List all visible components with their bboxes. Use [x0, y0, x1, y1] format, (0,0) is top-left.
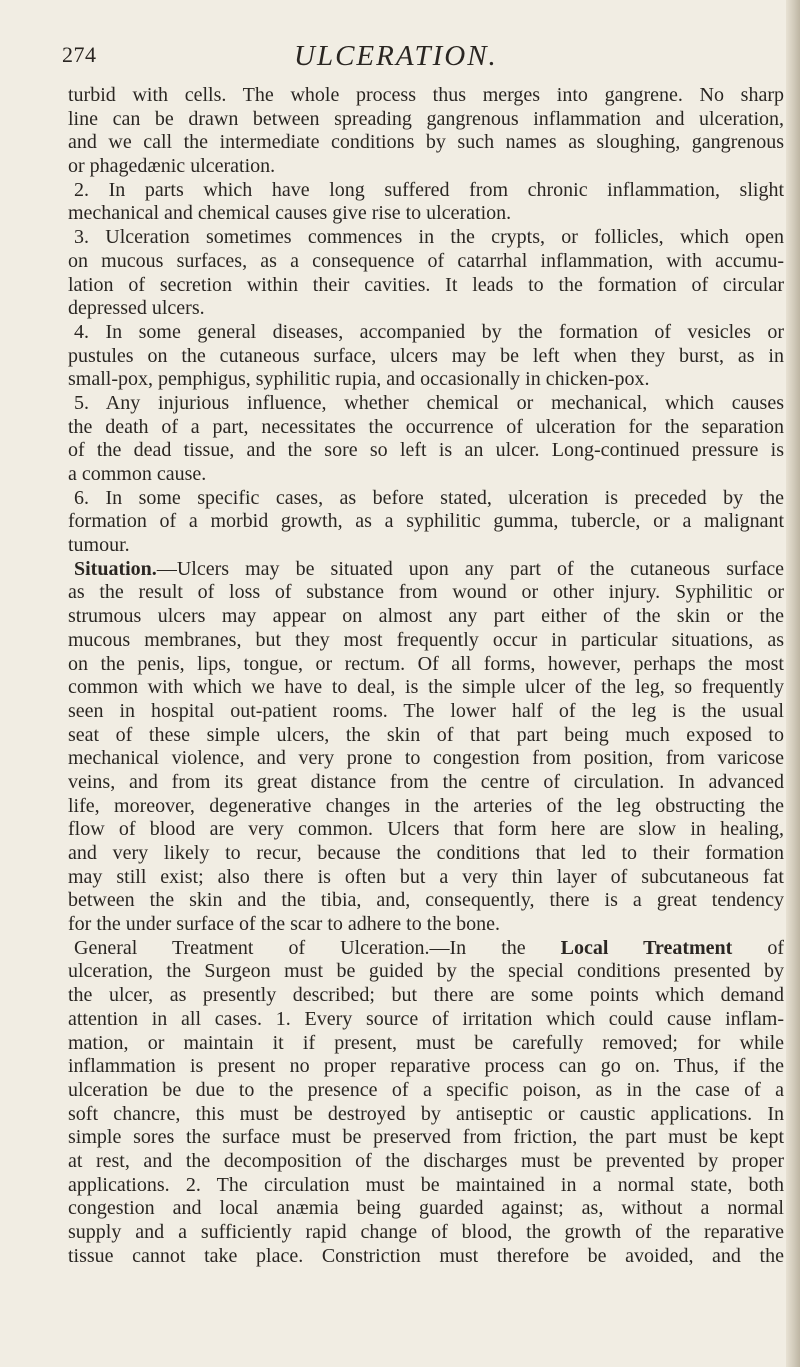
text-line — [68, 889, 784, 913]
text-line — [68, 747, 784, 771]
text-line — [68, 866, 784, 890]
line-text: 2. In parts which have long suffered from chronic inflammation, slight — [74, 178, 784, 201]
line-text: for the under surface of the scar to adhere to the bone. — [68, 913, 501, 936]
line-text: General Treatment of Ulceration.—In the — [74, 936, 561, 959]
line-text: and very likely to recur, because the conditions that led to their formation — [68, 842, 784, 864]
line-text: on the penis, lips, tongue, or rectum. Of all forms, however, perhaps the most — [68, 652, 784, 675]
text-line — [68, 416, 784, 440]
text-line — [68, 700, 784, 724]
page-edge-shadow — [786, 0, 800, 1367]
line-text: of the dead tissue, and the sore so left is an ulcer. Long-continued pressure is — [68, 439, 784, 462]
text-line — [68, 605, 784, 629]
line-text: 3. Ulceration sometimes commences in the crypts, or follicles, which open — [74, 226, 784, 249]
text-line — [68, 274, 784, 298]
line-text: supply and a sufficiently rapid change of blood, the growth of the reparative — [68, 1221, 784, 1243]
text-line — [68, 487, 784, 511]
text-line — [68, 250, 784, 274]
text-line — [68, 984, 784, 1008]
line-text: veins, and from its great distance from the centre of circulation. In advanced — [68, 770, 784, 793]
page-header — [62, 42, 762, 78]
line-text: at rest, and the decomposition of the discharges must be prevented by proper — [68, 1149, 784, 1172]
line-text: —Ulcers may be situated upon any part of the cutaneous surface — [156, 557, 784, 580]
line-text: may still exist; also there is often but a very thin layer of subcutaneous fat — [68, 865, 784, 888]
text-line — [68, 1221, 784, 1245]
line-text: pustules on the cutaneous surface, ulcers may be left when they burst, as in — [68, 344, 784, 367]
line-text: the ulcer, as presently described; but there are some points which demand — [68, 984, 784, 1007]
text-line — [68, 510, 784, 534]
text-line — [68, 818, 784, 842]
line-text: inflammation is present no proper reparative process can go on. Thus, if the — [68, 1055, 784, 1078]
text-line — [68, 558, 784, 582]
line-text: of — [732, 936, 784, 959]
line-text: or phagedænic ulceration. — [68, 155, 276, 178]
text-line — [68, 1197, 784, 1221]
text-line — [68, 724, 784, 748]
text-line — [68, 795, 784, 819]
text-line — [68, 937, 784, 961]
line-text: on mucous surfaces, as a consequence of catarrhal inflammation, with accumu- — [68, 249, 784, 272]
text-line — [68, 368, 784, 392]
running-head: ULCERATION. — [294, 40, 498, 72]
text-line — [68, 1079, 784, 1103]
line-text: formation of a morbid growth, as a syphilitic gumma, tubercle, or a malignant — [68, 510, 784, 533]
text-line — [68, 581, 784, 605]
text-line — [68, 155, 784, 179]
line-text: as the result of loss of substance from wound or other injury. Syphilitic or — [68, 581, 784, 604]
text-line — [68, 392, 784, 416]
line-text: life, moreover, degenerative changes in the arteries of the leg obstructing the — [68, 794, 784, 817]
text-line — [68, 1032, 784, 1056]
text-line — [68, 1126, 784, 1150]
line-text: and we call the intermediate conditions by such names as sloughing, gangrenous — [68, 131, 784, 154]
text-line — [68, 653, 784, 677]
text-line — [68, 321, 784, 345]
line-text: strumous ulcers may appear on almost any part either of the skin or the — [68, 605, 784, 628]
line-text: turbid with cells. The whole process thus merges into gangrene. No sharp — [68, 84, 784, 106]
line-text: applications. 2. The circulation must be maintained in a normal state, both — [68, 1173, 784, 1196]
body-text — [68, 84, 784, 1268]
run-in-heading: Situation. — [74, 557, 157, 580]
page-number: 274 — [62, 42, 97, 67]
text-line — [68, 439, 784, 463]
text-line — [68, 297, 784, 321]
line-text: 6. In some specific cases, as before stated, ulceration is preceded by the — [74, 486, 784, 509]
text-line — [68, 1103, 784, 1127]
line-text: mation, or maintain it if present, must be carefully removed; for while — [68, 1031, 784, 1054]
line-text: simple sores the surface must be preserved from friction, the part must be kept — [68, 1126, 784, 1149]
text-line — [68, 179, 784, 203]
text-line — [68, 1150, 784, 1174]
text-line — [68, 534, 784, 558]
text-line — [68, 960, 784, 984]
text-line — [68, 629, 784, 653]
line-text: congestion and local anæmia being guarded against; as, without a normal — [68, 1197, 784, 1220]
line-text: depressed ulcers. — [68, 297, 205, 320]
text-line — [68, 1174, 784, 1198]
line-text: a common cause. — [68, 463, 207, 485]
text-line — [68, 131, 784, 155]
line-text: common with which we have to deal, is the simple ulcer of the leg, so frequently — [68, 676, 784, 699]
line-text: flow of blood are very common. Ulcers that form here are slow in healing, — [68, 818, 784, 841]
text-line — [68, 913, 784, 937]
text-line — [68, 84, 784, 108]
line-text: the death of a part, necessitates the occurrence of ulceration for the separation — [68, 415, 784, 438]
text-line — [68, 1008, 784, 1032]
line-text: lation of secretion within their cavities. It leads to the formation of circular — [68, 273, 784, 296]
line-text: mucous membranes, but they most frequently occur in particular situations, as — [68, 628, 784, 651]
line-text: mechanical violence, and very prone to congestion from position, from varicose — [68, 747, 784, 770]
line-text: line can be drawn between spreading gangrenous inflammation and ulceration, — [68, 107, 784, 130]
line-text: tumour. — [68, 534, 130, 557]
text-line — [68, 463, 784, 487]
line-text: attention in all cases. 1. Every source of irritation which could cause inflam- — [68, 1007, 784, 1030]
line-text: ulceration be due to the presence of a specific poison, as in the case of a — [68, 1078, 784, 1101]
text-line — [68, 1055, 784, 1079]
line-text: seat of these simple ulcers, the skin of that part being much exposed to — [68, 723, 784, 746]
line-text: seen in hospital out-patient rooms. The lower half of the leg is the usual — [68, 699, 784, 722]
text-line — [68, 202, 784, 226]
text-line — [68, 108, 784, 132]
line-text: 5. Any injurious influence, whether chemical or mechanical, which causes — [74, 391, 784, 414]
line-text: tissue cannot take place. Constriction must therefore be avoided, and the — [68, 1244, 784, 1267]
text-line — [68, 842, 784, 866]
line-text: soft chancre, this must be destroyed by antiseptic or caustic applications. In — [68, 1102, 784, 1125]
line-text: 4. In some general diseases, accompanied by the formation of vesicles or — [74, 320, 784, 343]
text-line — [68, 226, 784, 250]
text-line — [68, 771, 784, 795]
text-line — [68, 345, 784, 369]
line-text: ulceration, the Surgeon must be guided by the special conditions presented by — [68, 960, 784, 983]
line-text: between the skin and the tibia, and, consequently, there is a great tendency — [68, 889, 784, 912]
text-line — [68, 1245, 784, 1269]
line-text: mechanical and chemical causes give rise to ulceration. — [68, 202, 512, 225]
run-in-heading: Local Treatment — [560, 936, 733, 959]
line-text: small-pox, pemphigus, syphilitic rupia, and occasionally in chicken-pox. — [68, 368, 650, 391]
text-line — [68, 676, 784, 700]
